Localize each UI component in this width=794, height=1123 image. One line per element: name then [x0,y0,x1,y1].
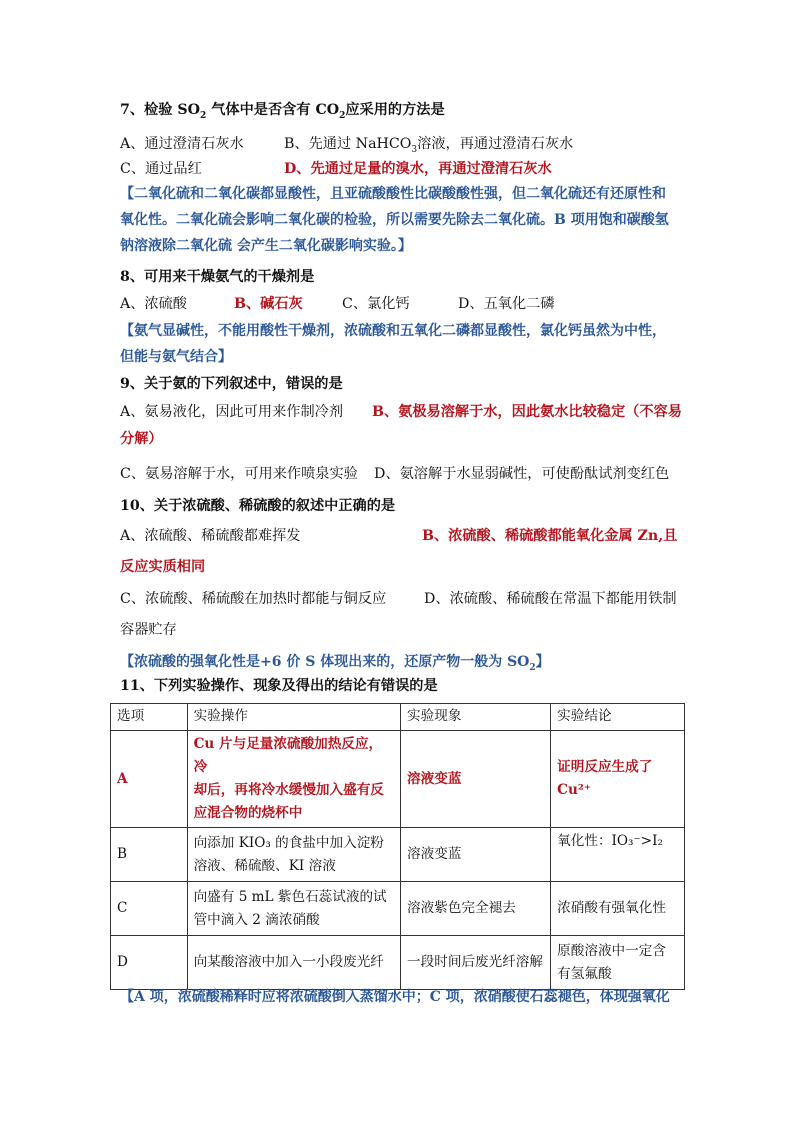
table-row-d [111,936,685,990]
q7-stem: 7、检验 $SO_2$ 气体中是否含有 $CO_2$应采用的方法是 [120,102,445,121]
q10-option-c: C、浓硫酸、稀硫酸在加热时都能与铜反应 [120,591,387,607]
q8-option-d: D、五氧化二磷 [458,296,555,312]
q10-option-d: D、浓硫酸、稀硫酸在常温下都能用铁制 [424,591,677,607]
q10-stem: 10、关于浓硫酸、稀硫酸的叙述中正确的是 [120,498,396,514]
q9-option-b-answer-cont: 分解） [120,431,163,447]
header-option: 选项 [111,704,188,731]
row-c-option: C [111,882,188,936]
row-d-option: D [111,936,188,990]
q7-option-a: A、通过澄清石灰水 [120,136,244,152]
row-a-option: A [111,731,188,828]
table-row-c [111,882,685,936]
header-conclusion: 实验结论 [551,704,685,731]
q11-explanation: 【A 项，浓硫酸稀释时应将浓硫酸倒入蒸馏水中；C 项，浓硝酸使石蕊褪色，体现强氧化 [120,989,670,1005]
header-phenomenon: 实验现象 [401,704,551,731]
q8-option-c: C、氯化钙 [342,296,410,312]
row-d-conclusion: 原酸溶液中一定含 有氢氟酸 [551,936,685,990]
q10-option-b-answer-cont: 反应实质相同 [120,559,206,575]
q8-explanation-2: 但能与氨气结合】 [120,349,232,365]
q10-option-b-answer: B、浓硫酸、稀硫酸都能氧化金属 Zn,且 [422,528,678,544]
q9-option-a: A、氨易液化，因此可用来作制冷剂 [120,404,344,420]
q7-option-b: B、先通过 NaHCO$_3$溶液，再通过澄清石灰水 [284,136,574,155]
row-c-operation: 向盛有 5 mL 紫色石蕊试液的试 管中滴入 2 滴浓硝酸 [187,882,400,936]
q8-explanation-1: 【氨气显碱性，不能用酸性干燥剂，浓硫酸和五氧化二磷都显酸性，氯化钙虽然为中性， [120,323,666,339]
table-row-a [111,731,685,828]
q7-explanation-3: 钠溶液除二氧化硫 会产生二氧化碳影响实验。】 [120,238,412,254]
row-b-conclusion: 氧化性：IO₃⁻>I₂ [551,828,685,882]
q8-stem: 8、可用来干燥氨气的干燥剂是 [120,269,315,285]
experiment-table [110,703,685,990]
table-row-b [111,828,685,882]
row-b-phenomenon: 溶液变蓝 [401,828,551,882]
q10-explanation: 【浓硫酸的强氧化性是+6 价 S 体现出来的，还原产物一般为 $SO_2$】 [120,654,550,673]
q8-option-a: A、浓硫酸 [120,296,187,312]
q11-stem: 11、下列实验操作、现象及得出的结论有错误的是 [120,678,438,694]
row-d-operation: 向某酸溶液中加入一小段废光纤 [187,936,400,990]
row-a-phenomenon: 溶液变蓝 [401,731,551,828]
row-a-conclusion: 证明反应生成了 Cu²⁺ [551,731,685,828]
row-b-option: B [111,828,188,882]
row-c-phenomenon: 溶液紫色完全褪去 [401,882,551,936]
q9-option-d: D、氨溶解于水显弱碱性，可使酚酞试剂变红色 [374,466,670,482]
q9-option-b-answer: B、氨极易溶解于水，因此氨水比较稳定（不容易 [372,404,682,420]
q9-stem: 9、关于氨的下列叙述中，错误的是 [120,376,343,392]
table-header-row [111,704,685,731]
row-c-conclusion: 浓硝酸有强氧化性 [551,882,685,936]
q7-explanation-2: 氧化性。二氧化硫会影响二氧化碳的检验，所以需要先除去二氧化硫。B 项用饱和碳酸氢 [120,212,669,228]
row-a-operation: Cu 片与足量浓硫酸加热反应，冷 却后，再将冷水缓慢加入盛有反 应混合物的烧杯中 [187,731,400,828]
q7-option-c: C、通过品红 [120,161,202,177]
row-d-phenomenon: 一段时间后废光纤溶解 [401,936,551,990]
q9-option-c: C、氨易溶解于水，可用来作喷泉实验 [120,466,358,482]
q7-explanation-1: 【二氧化硫和二氧化碳都显酸性，且亚硫酸酸性比碳酸酸性强，但二氧化硫还有还原性和 [120,186,666,202]
q7-option-d-answer: D、先通过足量的溴水，再通过澄清石灰水 [284,161,552,177]
q10-option-d-cont: 容器贮存 [120,622,177,638]
q10-option-a: A、浓硫酸、稀硫酸都难挥发 [120,528,301,544]
header-operation: 实验操作 [187,704,400,731]
row-b-operation: 向添加 KIO₃ 的食盐中加入淀粉 溶液、稀硫酸、KI 溶液 [187,828,400,882]
q8-option-b-answer: B、碱石灰 [234,296,303,312]
